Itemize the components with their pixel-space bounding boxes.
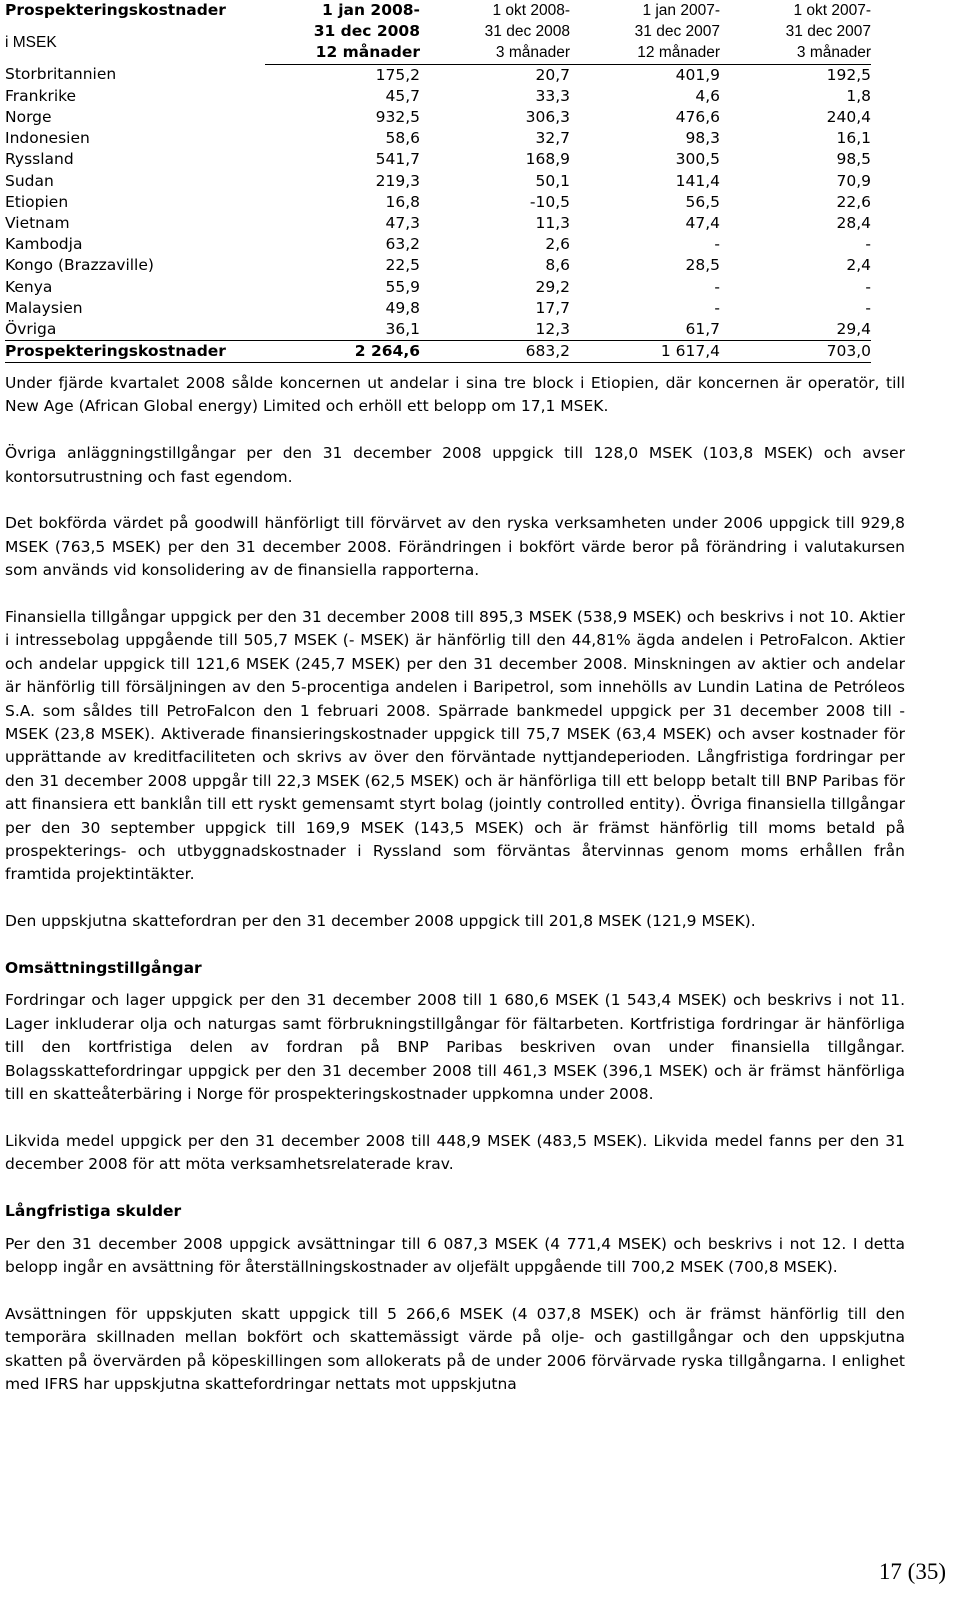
row-label: Storbritannien xyxy=(5,65,117,84)
row-value: 8,6 xyxy=(545,256,570,275)
row-value: - xyxy=(714,277,720,296)
row-value: 12,3 xyxy=(535,320,570,339)
row-value: 17,7 xyxy=(535,298,570,317)
row-value: 49,8 xyxy=(385,298,420,317)
table-row xyxy=(5,128,871,149)
row-value: 141,4 xyxy=(675,171,720,190)
col1-header-line3: 12 månader xyxy=(265,42,420,64)
col3-header-line3: 12 månader xyxy=(570,42,720,64)
row-value: 20,7 xyxy=(535,65,570,84)
col3-header-line1: 1 jan 2007- xyxy=(642,2,720,19)
table-row xyxy=(5,213,871,234)
row-value: 29,4 xyxy=(836,320,871,339)
row-value: - xyxy=(865,298,871,317)
paragraph-deferred-tax-asset: Den uppskjutna skattefordran per den 31 december 2008 uppgick till 201,8 MSEK (121,9 MSEK). xyxy=(5,912,756,931)
row-label: Kambodja xyxy=(5,235,83,254)
exploration-costs-table xyxy=(5,0,871,363)
paragraph-goodwill: Det bokförda värdet på goodwill hänförligt till förvärvet av den ryska verksamheten under 2006 uppgick till 929,8 MSEK (763,5 MSEK) per den 31 december 2008. Förändringen i bokfört värde beror på förändring i valutakursen som används vid konsolidering av de finansiella rapporterna. xyxy=(5,514,905,580)
total-value: 703,0 xyxy=(720,341,871,363)
table-row xyxy=(5,107,871,128)
table-row xyxy=(5,149,871,170)
col4-header-line2: 31 dec 2007 xyxy=(785,23,871,41)
col2-header-line1: 1 okt 2008- xyxy=(492,2,570,19)
table-unit: i MSEK xyxy=(5,34,57,52)
row-label: Frankrike xyxy=(5,86,77,105)
row-label: Ryssland xyxy=(5,150,74,169)
row-label: Norge xyxy=(5,108,52,127)
row-label: Malaysien xyxy=(5,298,83,317)
row-value: 63,2 xyxy=(385,235,420,254)
heading-long-term-liabilities: Långfristiga skulder xyxy=(5,1202,182,1221)
table-row xyxy=(5,171,871,192)
row-value: - xyxy=(865,277,871,296)
table-row xyxy=(5,234,871,255)
row-label: Sudan xyxy=(5,171,54,190)
row-value: 22,5 xyxy=(385,256,420,275)
paragraph-other-fixed-assets: Övriga anläggningstillgångar per den 31 december 2008 uppgick till 128,0 MSEK (103,8 MSEK) och avser kontorsutrustning och fast egendom. xyxy=(5,444,905,486)
col1-header-line2: 31 dec 2008 xyxy=(313,22,420,41)
row-value: 28,4 xyxy=(836,214,871,233)
row-value: 401,9 xyxy=(675,65,720,84)
row-value: 541,7 xyxy=(375,150,420,169)
row-value: 240,4 xyxy=(826,108,871,127)
row-value: 29,2 xyxy=(535,277,570,296)
table-total-row xyxy=(5,341,871,363)
paragraph-divestment: Under fjärde kvartalet 2008 sålde koncernen ut andelar i sina tre block i Etiopien, där koncernen är operatör, till New Age (African Global energy) Limited och erhöll ett belopp om 17,1 MSEK. xyxy=(5,374,905,416)
table-row xyxy=(5,277,871,298)
row-label: Kongo (Brazzaville) xyxy=(5,256,154,275)
row-value: 50,1 xyxy=(535,171,570,190)
total-value: 1 617,4 xyxy=(570,341,720,363)
row-value: 2,6 xyxy=(545,235,570,254)
row-value: 55,9 xyxy=(385,277,420,296)
row-value: 168,9 xyxy=(525,150,570,169)
row-value: 32,7 xyxy=(535,129,570,148)
heading-current-assets: Omsättningstillgångar xyxy=(5,959,202,978)
row-value: 16,1 xyxy=(836,129,871,148)
table-row xyxy=(5,192,871,213)
row-value: 300,5 xyxy=(675,150,720,169)
paragraph-cash: Likvida medel uppgick per den 31 december 2008 till 448,9 MSEK (483,5 MSEK). Likvida medel fanns per den 31 december 2008 för att möta verksamhetsrelaterade krav. xyxy=(5,1131,905,1174)
paragraph-provisions: Per den 31 december 2008 uppgick avsättningar till 6 087,3 MSEK (4 771,4 MSEK) och beskrivs i not 12. I detta belopp ingår en avsättning för återställningskostnader av oljefält uppgående till 700,2 MSEK (700,8 MSEK). xyxy=(5,1234,905,1276)
row-value: 219,3 xyxy=(375,171,420,190)
total-value: 2 264,6 xyxy=(265,341,420,363)
row-label: Kenya xyxy=(5,277,53,296)
table-row xyxy=(5,319,871,341)
row-label: Indonesien xyxy=(5,129,90,148)
row-label: Övriga xyxy=(5,320,57,339)
paragraph-financial-assets: Finansiella tillgångar uppgick per den 31 december 2008 till 895,3 MSEK (538,9 MSEK) och beskrivs i not 10. Aktier i intressebolag uppgående till 505,7 MSEK (- MSEK) är hänförlig till den 44,81% ägda andelen i PetroFalcon. Aktier och andelar uppgick till 121,6 MSEK (245,7 MSEK) per den 31 december 2008. Minskningen av aktier och andelar är hänförlig till försäljningen av den 5-procentiga andelen i Baripetrol, som innehölls av Lundin Latina de Petróleos S.A. som såldes till PetroFalcon den 1 februari 2008. Spärrade bankmedel uppgick per 31 december 2008 till - MSEK (23,8 MSEK). Aktiverade finansieringskostnader uppgick till 75,7 MSEK (63,4 MSEK) och avser kostnader för upprättande av kreditfaciliteten och skrivs av över den förväntade nyttjandeperioden. Långfristiga fordringar per den 31 december 2008 uppgår till 22,3 MSEK (62,5 MSEK) och är hänförliga till ett belopp betalt till BNP Paribas för att finansiera ett banklån till ett ryskt gemensamt styrt bolag (jointly controlled entity). Övriga finansiella tillgångar per den 30 september uppgick till 169,9 MSEK (143,5 MSEK) och är främst hänförlig till moms betald på prospekterings- och utbyggnadskostnader i Ryssland som förväntas återvinnas genom moms erhållen från framtida projektintäkter. xyxy=(5,608,905,884)
paragraph-deferred-tax-provision: Avsättningen för uppskjuten skatt uppgick till 5 266,6 MSEK (4 037,8 MSEK) och är främst hänförlig till den temporära skillnaden mellan bokfört och skattemässigt värde på olje- och gastillgångar och den uppskjutna skatten på övervärden på köpeskillingen som allokerats på de under 2006 förvärvade ryska tillgångarna. I enlighet med IFRS har uppskjutna skattefordringar nettats mot uppskjutna xyxy=(5,1304,905,1393)
row-value: 47,4 xyxy=(685,214,720,233)
table-row xyxy=(5,64,871,86)
table-row xyxy=(5,255,871,276)
row-value: 16,8 xyxy=(385,192,420,211)
row-value: 70,9 xyxy=(836,171,871,190)
col2-header-line2: 31 dec 2008 xyxy=(484,23,570,41)
row-value: 47,3 xyxy=(385,214,420,233)
row-value: 2,4 xyxy=(846,256,871,275)
row-value: 932,5 xyxy=(375,108,420,127)
row-value: - xyxy=(865,235,871,254)
row-value: 56,5 xyxy=(685,192,720,211)
row-value: -10,5 xyxy=(529,192,570,211)
row-value: 58,6 xyxy=(385,129,420,148)
row-value: 36,1 xyxy=(385,320,420,339)
row-label: Etiopien xyxy=(5,192,69,211)
row-value: - xyxy=(714,235,720,254)
row-value: 98,3 xyxy=(685,129,720,148)
row-label: Vietnam xyxy=(5,214,70,233)
col4-header-line1: 1 okt 2007- xyxy=(793,2,871,19)
row-value: 306,3 xyxy=(525,108,570,127)
total-value: 683,2 xyxy=(420,341,570,363)
row-value: 45,7 xyxy=(385,86,420,105)
row-value: 22,6 xyxy=(836,192,871,211)
row-value: 175,2 xyxy=(375,65,420,84)
col4-header-line3: 3 månader xyxy=(720,42,871,64)
table-row xyxy=(5,298,871,319)
paragraph-receivables: Fordringar och lager uppgick per den 31 december 2008 till 1 680,6 MSEK (1 543,4 MSEK) och beskrivs i not 11. Lager inkluderar olja och naturgas samt förbrukningstillgångar för fältarbeten. Kortfristiga fordringar är hänförliga till den kortfristiga delen av fordran på BNP Paribas beskriven ovan under finansiella tillgångar. Bolagsskattefordringar uppgick per den 31 december 2008 till 461,3 MSEK (396,1 MSEK) och är främst hänförliga till en skatteåterbäring i Norge för prospekteringskostnader uppkomna under 2008. xyxy=(5,991,905,1104)
body-text xyxy=(5,372,905,1420)
table-row xyxy=(5,86,871,107)
col1-header-line1: 1 jan 2008- xyxy=(322,1,420,19)
col2-header-line3: 3 månader xyxy=(420,42,570,64)
row-value: 61,7 xyxy=(685,320,720,339)
row-value: 476,6 xyxy=(675,108,720,127)
row-value: 28,5 xyxy=(685,256,720,275)
row-value: - xyxy=(714,298,720,317)
row-value: 98,5 xyxy=(836,150,871,169)
row-value: 33,3 xyxy=(535,86,570,105)
row-value: 11,3 xyxy=(535,214,570,233)
table-title: Prospekteringskostnader xyxy=(5,1,226,19)
row-value: 192,5 xyxy=(826,65,871,84)
col3-header-line2: 31 dec 2007 xyxy=(634,23,720,41)
row-value: 1,8 xyxy=(846,86,871,105)
total-label: Prospekteringskostnader xyxy=(5,341,265,363)
row-value: 4,6 xyxy=(695,86,720,105)
page-number: 17 (35) xyxy=(878,1559,946,1584)
